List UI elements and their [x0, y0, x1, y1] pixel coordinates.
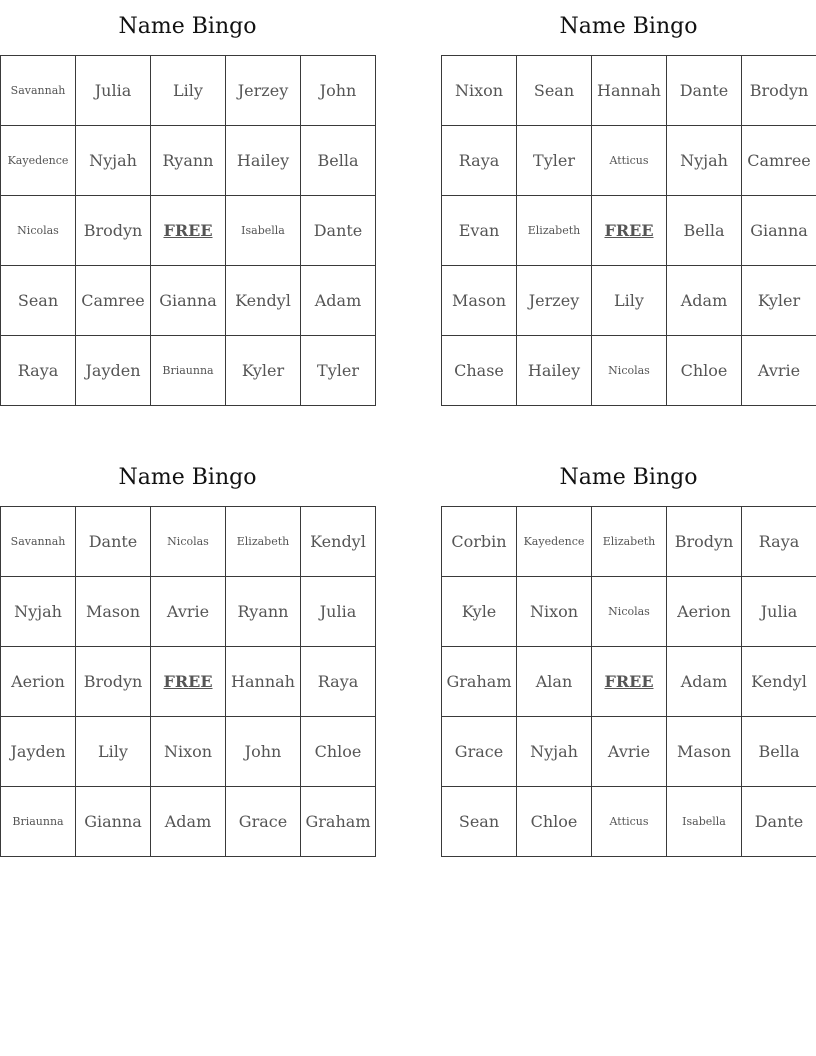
bingo-cell: Nyjah	[517, 717, 592, 787]
bingo-cell: Hannah	[226, 647, 301, 717]
bingo-cell: Adam	[667, 266, 742, 336]
bingo-cell: Brodyn	[667, 507, 742, 577]
bingo-cell: Mason	[442, 266, 517, 336]
bingo-cell: Raya	[742, 507, 816, 577]
bingo-cell: Bella	[667, 196, 742, 266]
bingo-cell: Nicolas	[1, 196, 76, 266]
bingo-cell: Tyler	[301, 336, 376, 406]
bingo-cell: Hannah	[592, 56, 667, 126]
bingo-cell: Briaunna	[151, 336, 226, 406]
bingo-cell: Grace	[226, 787, 301, 857]
bingo-cell: Nixon	[442, 56, 517, 126]
bingo-cell: Bella	[742, 717, 816, 787]
bingo-cell: Brodyn	[742, 56, 816, 126]
bingo-cell: Bella	[301, 126, 376, 196]
bingo-row	[1, 787, 376, 857]
bingo-cell: John	[301, 56, 376, 126]
bingo-cell: Savannah	[1, 507, 76, 577]
bingo-cell: Camree	[76, 266, 151, 336]
bingo-cell: Chloe	[517, 787, 592, 857]
bingo-cell: Avrie	[151, 577, 226, 647]
bingo-cell: Chloe	[667, 336, 742, 406]
free-space-cell: FREE	[592, 647, 667, 717]
bingo-cell: Kyler	[226, 336, 301, 406]
bingo-row	[442, 647, 816, 717]
bingo-cell: Ryann	[226, 577, 301, 647]
bingo-row	[1, 717, 376, 787]
bingo-card	[0, 10, 375, 406]
bingo-cell: Dante	[667, 56, 742, 126]
bingo-cell: Atticus	[592, 126, 667, 196]
bingo-cell: Dante	[301, 196, 376, 266]
bingo-cell: Mason	[667, 717, 742, 787]
bingo-row	[442, 717, 816, 787]
bingo-grid	[441, 55, 816, 406]
bingo-cell: Isabella	[667, 787, 742, 857]
bingo-row	[442, 787, 816, 857]
bingo-cell: Adam	[667, 647, 742, 717]
bingo-cell: Mason	[76, 577, 151, 647]
bingo-cell: Jerzey	[517, 266, 592, 336]
bingo-cell: Brodyn	[76, 647, 151, 717]
bingo-row	[442, 336, 816, 406]
bingo-cell: Isabella	[226, 196, 301, 266]
bingo-cell: Gianna	[151, 266, 226, 336]
bingo-cell: Aerion	[667, 577, 742, 647]
bingo-row	[1, 56, 376, 126]
bingo-row	[1, 507, 376, 577]
bingo-cell: Lily	[592, 266, 667, 336]
bingo-cell: Camree	[742, 126, 816, 196]
bingo-cell: Dante	[76, 507, 151, 577]
bingo-row	[1, 126, 376, 196]
bingo-cell: Nicolas	[592, 577, 667, 647]
bingo-cell: Raya	[301, 647, 376, 717]
bingo-row	[1, 196, 376, 266]
bingo-cell: Kyle	[442, 577, 517, 647]
bingo-card	[0, 461, 375, 857]
bingo-cell: Gianna	[76, 787, 151, 857]
bingo-grid	[441, 506, 816, 857]
bingo-cell: Dante	[742, 787, 816, 857]
bingo-cell: Nicolas	[592, 336, 667, 406]
bingo-cell: Graham	[442, 647, 517, 717]
bingo-cell: Hailey	[517, 336, 592, 406]
bingo-cell: Grace	[442, 717, 517, 787]
free-space-cell: FREE	[151, 196, 226, 266]
card-title: Name Bingo	[559, 14, 698, 39]
bingo-cell: Kendyl	[226, 266, 301, 336]
bingo-row	[442, 266, 816, 336]
bingo-cell: Jayden	[1, 717, 76, 787]
bingo-cell: Raya	[1, 336, 76, 406]
bingo-cell: Chloe	[301, 717, 376, 787]
free-space-cell: FREE	[151, 647, 226, 717]
bingo-cell: Corbin	[442, 507, 517, 577]
bingo-row	[1, 647, 376, 717]
bingo-cell: Nyjah	[667, 126, 742, 196]
bingo-cell: Lily	[76, 717, 151, 787]
bingo-cell: Aerion	[1, 647, 76, 717]
bingo-card	[441, 10, 816, 406]
bingo-row	[1, 336, 376, 406]
bingo-grid	[0, 55, 376, 406]
bingo-cell: Elizabeth	[226, 507, 301, 577]
free-space-cell: FREE	[592, 196, 667, 266]
bingo-cell: Nicolas	[151, 507, 226, 577]
bingo-cell: Julia	[742, 577, 816, 647]
bingo-cell: Gianna	[742, 196, 816, 266]
bingo-cell: Nyjah	[76, 126, 151, 196]
bingo-cell: Lily	[151, 56, 226, 126]
bingo-cell: Evan	[442, 196, 517, 266]
bingo-grid	[0, 506, 376, 857]
bingo-cell: Briaunna	[1, 787, 76, 857]
bingo-cell: Graham	[301, 787, 376, 857]
bingo-cell: John	[226, 717, 301, 787]
bingo-cell: Nixon	[517, 577, 592, 647]
bingo-card	[441, 461, 816, 857]
bingo-cell: Kayedence	[1, 126, 76, 196]
bingo-row	[442, 196, 816, 266]
bingo-cell: Sean	[1, 266, 76, 336]
bingo-cell: Avrie	[742, 336, 816, 406]
bingo-cell: Kyler	[742, 266, 816, 336]
bingo-cell: Chase	[442, 336, 517, 406]
bingo-cell: Elizabeth	[592, 507, 667, 577]
bingo-cell: Jayden	[76, 336, 151, 406]
bingo-cell: Sean	[517, 56, 592, 126]
bingo-cell: Kendyl	[742, 647, 816, 717]
bingo-cell: Sean	[442, 787, 517, 857]
bingo-cell: Nixon	[151, 717, 226, 787]
bingo-cell: Adam	[301, 266, 376, 336]
bingo-row	[442, 56, 816, 126]
bingo-cell: Jerzey	[226, 56, 301, 126]
bingo-row	[442, 577, 816, 647]
bingo-cell: Kayedence	[517, 507, 592, 577]
bingo-cell: Elizabeth	[517, 196, 592, 266]
bingo-row	[442, 126, 816, 196]
bingo-cell: Ryann	[151, 126, 226, 196]
bingo-cell: Raya	[442, 126, 517, 196]
bingo-cell: Atticus	[592, 787, 667, 857]
bingo-cell: Kendyl	[301, 507, 376, 577]
bingo-cell: Julia	[76, 56, 151, 126]
bingo-row	[1, 577, 376, 647]
card-title: Name Bingo	[118, 14, 257, 39]
bingo-row	[442, 507, 816, 577]
bingo-row	[1, 266, 376, 336]
card-title: Name Bingo	[559, 465, 698, 490]
bingo-cell: Hailey	[226, 126, 301, 196]
bingo-cell: Tyler	[517, 126, 592, 196]
bingo-cell: Brodyn	[76, 196, 151, 266]
bingo-cell: Avrie	[592, 717, 667, 787]
bingo-cell: Alan	[517, 647, 592, 717]
bingo-cell: Nyjah	[1, 577, 76, 647]
bingo-cell: Adam	[151, 787, 226, 857]
bingo-cell: Savannah	[1, 56, 76, 126]
bingo-cell: Julia	[301, 577, 376, 647]
card-title: Name Bingo	[118, 465, 257, 490]
